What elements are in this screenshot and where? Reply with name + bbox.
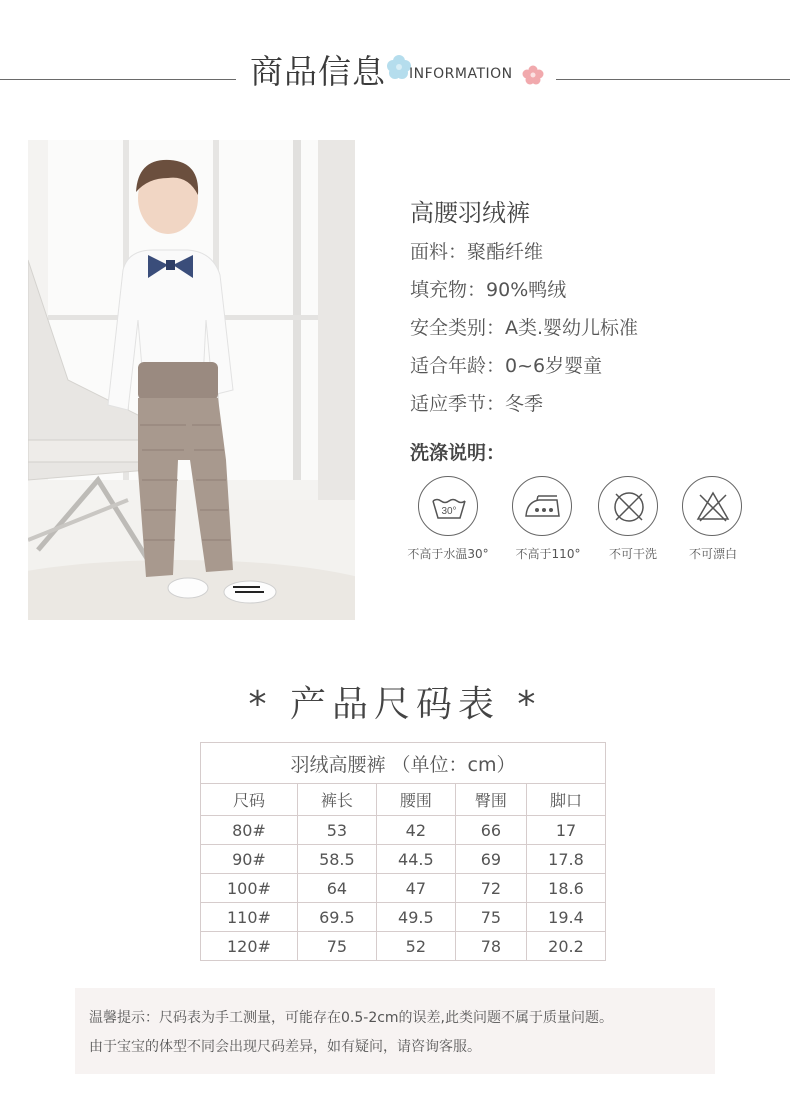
table-cell: 44.5 [376, 845, 455, 874]
header-line-left [0, 79, 236, 80]
spec-filling [410, 275, 566, 302]
size-table-header [201, 784, 606, 816]
note-line-2: 由于宝宝的体型不同会出现尺码差异，如有疑问，请咨询客服。 [89, 1039, 481, 1055]
spec-value: 冬季 [505, 393, 544, 415]
table-cell: 75 [297, 932, 376, 961]
spec-label: 适应季节： [410, 393, 506, 415]
spec-value: A类.婴幼儿标准 [505, 317, 639, 339]
column-header: 裤长 [297, 784, 376, 816]
table-cell: 72 [455, 874, 526, 903]
spec-value: 0~6岁婴童 [505, 355, 603, 377]
size-chart-title: * 产品尺码表 * [248, 684, 542, 725]
spec-safety [410, 313, 638, 340]
no-dry-clean-label: 不可干洗 [608, 547, 657, 561]
spec-label: 安全类别： [410, 317, 506, 339]
wash-30-icon [418, 476, 478, 536]
table-cell: 47 [376, 874, 455, 903]
table-cell: 69 [455, 845, 526, 874]
table-cell: 66 [455, 816, 526, 845]
note-line-1: 温馨提示：尺码表为手工测量，可能存在0.5-2cm的误差,此类问题不属于质量问题。 [89, 1010, 614, 1026]
table-cell: 78 [455, 932, 526, 961]
table-cell: 20.2 [526, 932, 605, 961]
spec-value: 聚酯纤维 [467, 241, 544, 263]
pink-flower-icon [522, 65, 544, 89]
table-cell: 42 [376, 816, 455, 845]
product-photo [28, 140, 355, 620]
table-cell: 18.6 [526, 874, 605, 903]
size-table [200, 742, 606, 961]
table-cell: 90# [201, 845, 298, 874]
table-cell: 58.5 [297, 845, 376, 874]
table-cell: 120# [201, 932, 298, 961]
spec-label: 适合年龄： [410, 355, 506, 377]
iron-icon [512, 476, 572, 536]
wash-30-label: 不高于水温30° [407, 547, 489, 561]
spec-season [410, 389, 543, 416]
spec-label: 面料： [410, 241, 468, 263]
table-cell: 100# [201, 874, 298, 903]
table-cell: 64 [297, 874, 376, 903]
table-row [201, 845, 606, 874]
note-box [75, 988, 715, 1074]
no-dry-clean-icon [598, 476, 658, 536]
spec-fabric [410, 237, 543, 264]
spec-value: 90%鸭绒 [486, 279, 567, 301]
size-table-caption: 羽绒高腰裤 （单位：cm） [201, 743, 606, 784]
table-cell: 80# [201, 816, 298, 845]
iron-label: 不高于110° [515, 547, 581, 561]
page-subtitle: INFORMATION [409, 66, 513, 82]
spec-age [410, 351, 602, 378]
column-header: 腰围 [376, 784, 455, 816]
no-bleach-icon [682, 476, 742, 536]
table-cell: 75 [455, 903, 526, 932]
table-row [201, 874, 606, 903]
table-cell: 110# [201, 903, 298, 932]
column-header: 尺码 [201, 784, 298, 816]
table-row [201, 903, 606, 932]
spec-label: 填充物： [410, 279, 487, 301]
table-cell: 69.5 [297, 903, 376, 932]
no-bleach-label: 不可漂白 [688, 547, 737, 561]
table-cell: 17 [526, 816, 605, 845]
table-row [201, 816, 606, 845]
page-title: 商品信息 [250, 52, 386, 91]
table-cell: 53 [297, 816, 376, 845]
wash-temp-text: 30° [441, 506, 457, 517]
table-cell: 49.5 [376, 903, 455, 932]
table-cell: 19.4 [526, 903, 605, 932]
product-name: 高腰羽绒裤 [410, 199, 530, 227]
column-header: 脚口 [526, 784, 605, 816]
table-row [201, 932, 606, 961]
column-header: 臀围 [455, 784, 526, 816]
table-cell: 17.8 [526, 845, 605, 874]
table-cell: 52 [376, 932, 455, 961]
header-line-right [556, 79, 790, 80]
washing-title: 洗涤说明： [410, 442, 506, 464]
